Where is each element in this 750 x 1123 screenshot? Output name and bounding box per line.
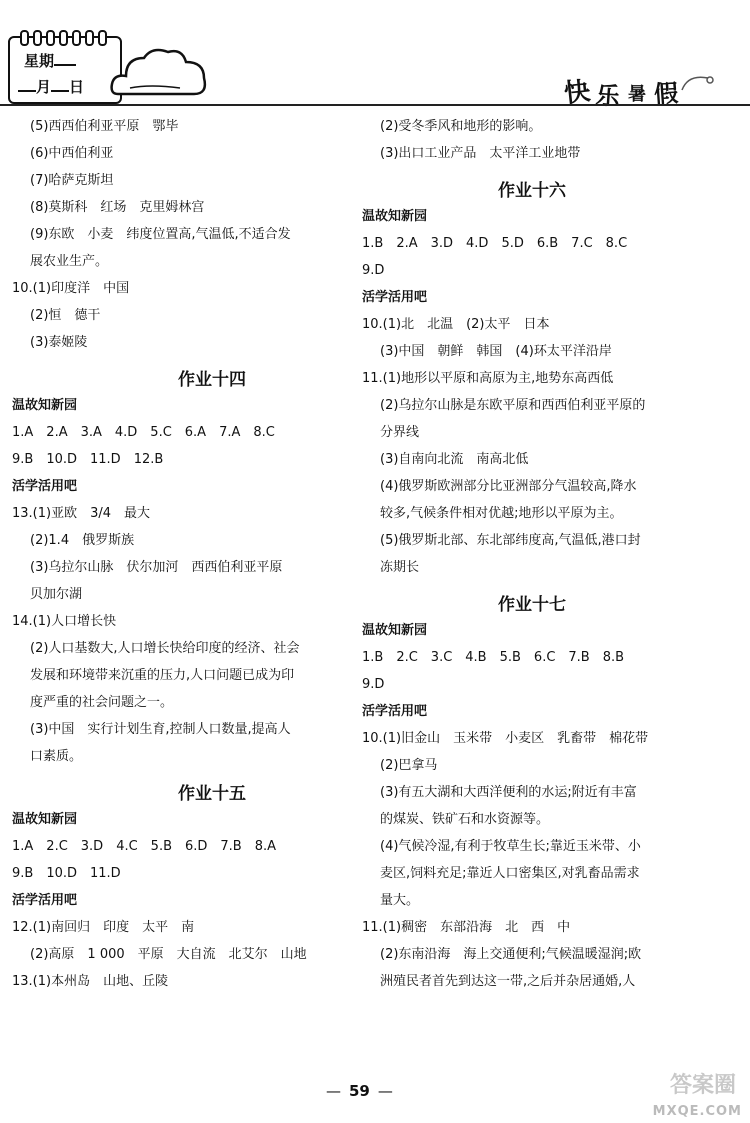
answer-line: 9.D	[362, 677, 385, 692]
brand-char-2: 乐	[594, 80, 621, 111]
answer-line: 9.B 10.D 11.D 12.B	[12, 452, 164, 467]
answer-line: (2)恒 德干	[30, 308, 101, 323]
section-heading: 作业十四	[178, 370, 246, 390]
answer-line: (2)东南沿海 海上交通便利;气候温暖湿润;欧	[380, 947, 642, 962]
answer-line: (3)泰姬陵	[30, 335, 88, 350]
left-column	[12, 118, 352, 1000]
answer-line: (9)东欧 小麦 纬度位置高,气温低,不适合发	[30, 227, 291, 242]
answer-line: (2)巴拿马	[380, 758, 438, 773]
answer-line: 1.B 2.A 3.D 4.D 5.D 6.B 7.C 8.C	[362, 236, 628, 251]
answer-line: 9.D	[362, 263, 385, 278]
answer-line: 11.(1)地形以平原和高原为主,地势东高西低	[362, 371, 614, 386]
calendar-weekday: 星期	[24, 50, 76, 71]
answer-line: (5)俄罗斯北部、东北部纬度高,气温低,港口封	[380, 533, 641, 548]
watermark-url: MXQE.COM	[652, 1104, 742, 1119]
answer-line: 较多,气候条件相对优越;地形以平原为主。	[380, 506, 623, 521]
section-heading: 作业十七	[498, 595, 566, 615]
watermark-logo: 答案圈	[669, 1073, 736, 1098]
answer-line: 度严重的社会问题之一。	[30, 695, 174, 710]
brand-char-4: 假	[653, 78, 680, 109]
answer-line: 洲殖民者首先到达这一带,之后并杂居通婚,人	[380, 974, 636, 989]
answer-line: 12.(1)南回归 印度 太平 南	[12, 920, 195, 935]
answer-line: (2)人口基数大,人口增长快给印度的经济、社会	[30, 641, 300, 656]
calendar-rings-icon	[20, 30, 112, 42]
subsection-label: 活学活用吧	[12, 479, 78, 494]
answer-line: 的煤炭、铁矿石和水资源等。	[380, 812, 550, 827]
answer-line: (3)乌拉尔山脉 伏尔加河 西西伯利亚平原	[30, 560, 283, 575]
answer-line: 分界线	[380, 425, 420, 440]
section-heading: 作业十五	[178, 784, 246, 804]
answer-line: (2)高原 1 000 平原 大自流 北艾尔 山地	[30, 947, 307, 962]
answer-line: (7)哈萨克斯坦	[30, 173, 114, 188]
subsection-label: 温故知新园	[12, 398, 78, 413]
answer-line: (2)乌拉尔山脉是东欧平原和西西伯利亚平原的	[380, 398, 646, 413]
answer-line: 10.(1)北 北温 (2)太平 日本	[362, 317, 550, 332]
answer-line: (3)自南向北流 南高北低	[380, 452, 529, 467]
calendar-date: 月 日	[18, 76, 84, 97]
answer-line: (8)莫斯科 红场 克里姆林宫	[30, 200, 205, 215]
answer-line: (4)气候冷湿,有利于牧草生长;靠近玉米带、小	[380, 839, 641, 854]
subsection-label: 活学活用吧	[362, 704, 428, 719]
answer-line: 发展和环境带来沉重的压力,人口问题已成为印	[30, 668, 295, 683]
subsection-label: 温故知新园	[362, 623, 428, 638]
answer-line: 13.(1)本州岛 山地、丘陵	[12, 974, 169, 989]
answer-line: (4)俄罗斯欧洲部分比亚洲部分气温较高,降水	[380, 479, 637, 494]
answer-line: 13.(1)亚欧 3/4 最大	[12, 506, 151, 521]
section-heading: 作业十六	[498, 181, 566, 201]
answer-line: 贝加尔湖	[30, 587, 83, 602]
answer-line: 1.A 2.C 3.D 4.C 5.B 6.D 7.B 8.A	[12, 839, 277, 854]
brand-char-1: 快	[562, 76, 592, 110]
answer-line: 冻期长	[380, 560, 420, 575]
answer-line: 量大。	[380, 893, 420, 908]
answer-line: 1.A 2.A 3.A 4.D 5.C 6.A 7.A 8.C	[12, 425, 275, 440]
answer-line: 14.(1)人口增长快	[12, 614, 117, 629]
answer-line: 11.(1)稠密 东部沿海 北 西 中	[362, 920, 571, 935]
subsection-label: 温故知新园	[12, 812, 78, 827]
answer-line: (2)受冬季风和地形的影响。	[380, 119, 542, 134]
answer-line: 1.B 2.C 3.C 4.B 5.B 6.C 7.B 8.B	[362, 650, 625, 665]
subsection-label: 活学活用吧	[362, 290, 428, 305]
right-column	[362, 118, 682, 1000]
answer-line: 麦区,饲料充足;靠近人口密集区,对乳畜品需求	[380, 866, 640, 881]
answer-line: (3)出口工业产品 太平洋工业地带	[380, 146, 581, 161]
sparkle-icon	[678, 70, 718, 100]
answer-line: 10.(1)印度洋 中国	[12, 281, 130, 296]
answer-line: 10.(1)旧金山 玉米带 小麦区 乳畜带 棉花带	[362, 731, 649, 746]
answer-line: (3)中国 朝鲜 韩国 (4)环太平洋沿岸	[380, 344, 612, 359]
answer-line: (3)有五大湖和大西洋便利的水运;附近有丰富	[380, 785, 637, 800]
subsection-label: 温故知新园	[362, 209, 428, 224]
answer-line: (5)西西伯利亚平原 鄂毕	[30, 119, 179, 134]
calendar-box	[8, 36, 122, 104]
header-divider	[0, 104, 750, 106]
cloud-icon	[110, 44, 210, 100]
page-number: — 59 —	[326, 1082, 393, 1100]
answer-line: (3)中国 实行计划生育,控制人口数量,提高人	[30, 722, 291, 737]
subsection-label: 活学活用吧	[12, 893, 78, 908]
answer-line: (6)中西伯利亚	[30, 146, 114, 161]
brand-char-3: 暑	[628, 84, 646, 105]
answer-line: (2)1.4 俄罗斯族	[30, 533, 135, 548]
answer-line: 9.B 10.D 11.D	[12, 866, 121, 881]
answer-line: 口素质。	[30, 749, 83, 764]
answer-line: 展农业生产。	[30, 254, 109, 269]
